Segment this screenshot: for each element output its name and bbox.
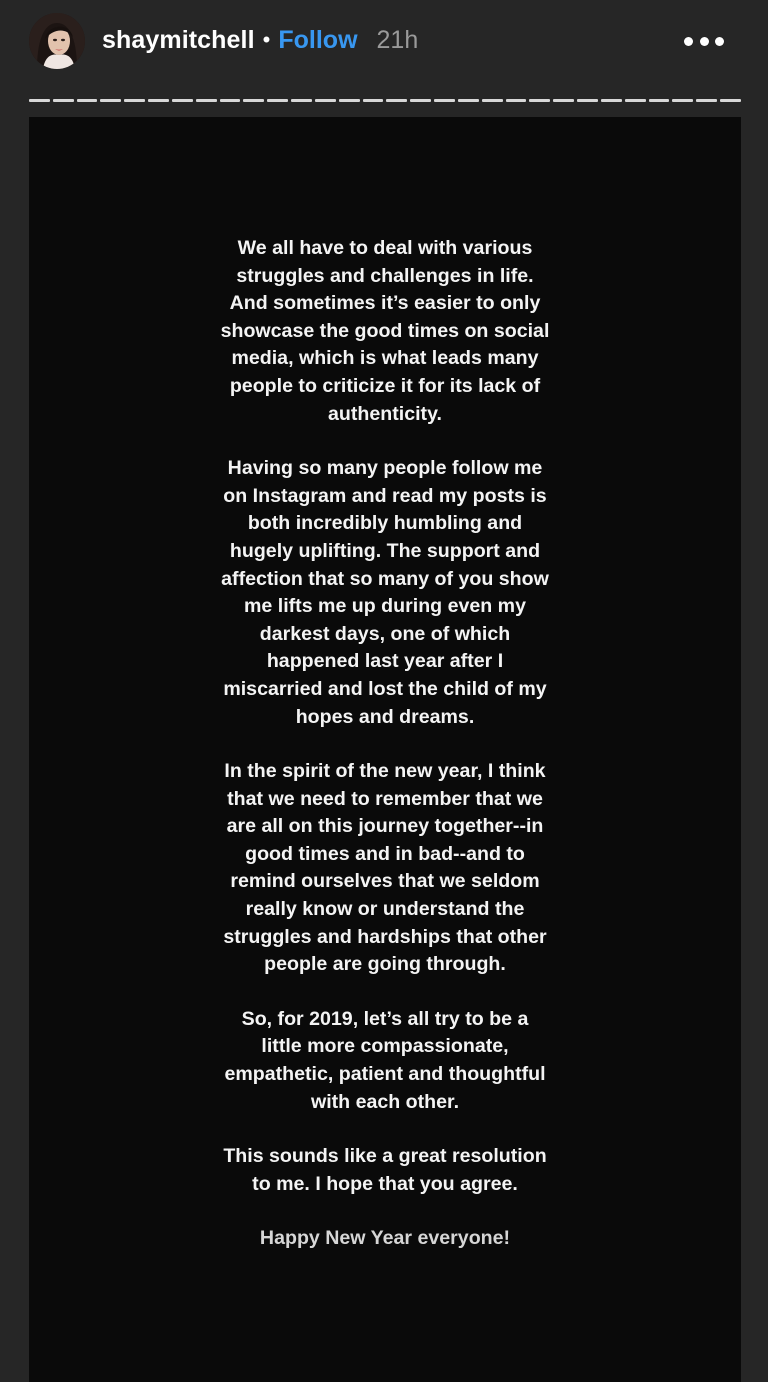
progress-segment <box>291 99 312 102</box>
progress-segment <box>529 99 550 102</box>
progress-segment <box>267 99 288 102</box>
more-options-icon[interactable] <box>684 31 724 51</box>
progress-segment <box>363 99 384 102</box>
progress-segment <box>29 99 50 102</box>
progress-segment <box>672 99 693 102</box>
story-content[interactable] <box>29 117 741 1382</box>
progress-segment <box>77 99 98 102</box>
more-dot <box>700 37 709 46</box>
story-paragraph-6: Happy New Year everyone! <box>259 1227 511 1250</box>
progress-segment <box>410 99 431 102</box>
progress-segment <box>172 99 193 102</box>
progress-segment <box>315 99 336 102</box>
story-progress-bar <box>29 99 741 103</box>
progress-segment <box>577 99 598 102</box>
profile-photo-icon <box>29 13 85 69</box>
progress-segment <box>196 99 217 102</box>
follow-button[interactable]: Follow <box>278 25 358 54</box>
user-meta <box>102 20 418 60</box>
story-paragraph-1: We all have to deal with various struggles and challenges in life. And sometimes it’s easier to only showcase the good times on social media, which is what leads many people to criticize it for its lack of authenticity. <box>220 237 550 425</box>
progress-segment <box>625 99 646 102</box>
story-text <box>29 235 741 1280</box>
progress-segment <box>458 99 479 102</box>
story-paragraph-5: This sounds like a great resolution to me. I hope that you agree. <box>223 1145 547 1195</box>
timestamp: 21h <box>376 25 419 54</box>
progress-segment <box>243 99 264 102</box>
progress-segment <box>220 99 241 102</box>
story-paragraph-3: In the spirit of the new year, I think that we need to remember that we are all on this journey together--in good times and in bad--and to remind ourselves that we seldom really know or understand the struggles and hardships that other people are going through. <box>223 760 547 976</box>
username[interactable]: shaymitchell <box>102 25 255 54</box>
story-header <box>0 0 768 84</box>
progress-segment <box>339 99 360 102</box>
story-paragraph-2: Having so many people follow me on Instagram and read my posts is both incredibly humbling and hugely uplifting. The support and affection that so many of you show me lifts me up during even my darkest days, one of which happened last year after I miscarried and lost the child of my hopes and dreams. <box>221 457 549 728</box>
progress-segment <box>386 99 407 102</box>
progress-segment <box>124 99 145 102</box>
more-dot <box>684 37 693 46</box>
avatar[interactable] <box>29 13 85 69</box>
story-paragraph-4: So, for 2019, let’s all try to be a little more compassionate, empathetic, patient and thoughtful with each other. <box>224 1007 546 1113</box>
progress-segment <box>482 99 503 102</box>
progress-segment <box>100 99 121 102</box>
progress-segment <box>649 99 670 102</box>
progress-segment <box>601 99 622 102</box>
progress-segment <box>553 99 574 102</box>
more-dot <box>715 37 724 46</box>
progress-segment <box>148 99 169 102</box>
progress-segment <box>434 99 455 102</box>
progress-segment <box>696 99 717 102</box>
progress-segment <box>53 99 74 102</box>
progress-segment <box>720 99 741 102</box>
progress-segment <box>506 99 527 102</box>
separator-dot: • <box>262 27 271 52</box>
